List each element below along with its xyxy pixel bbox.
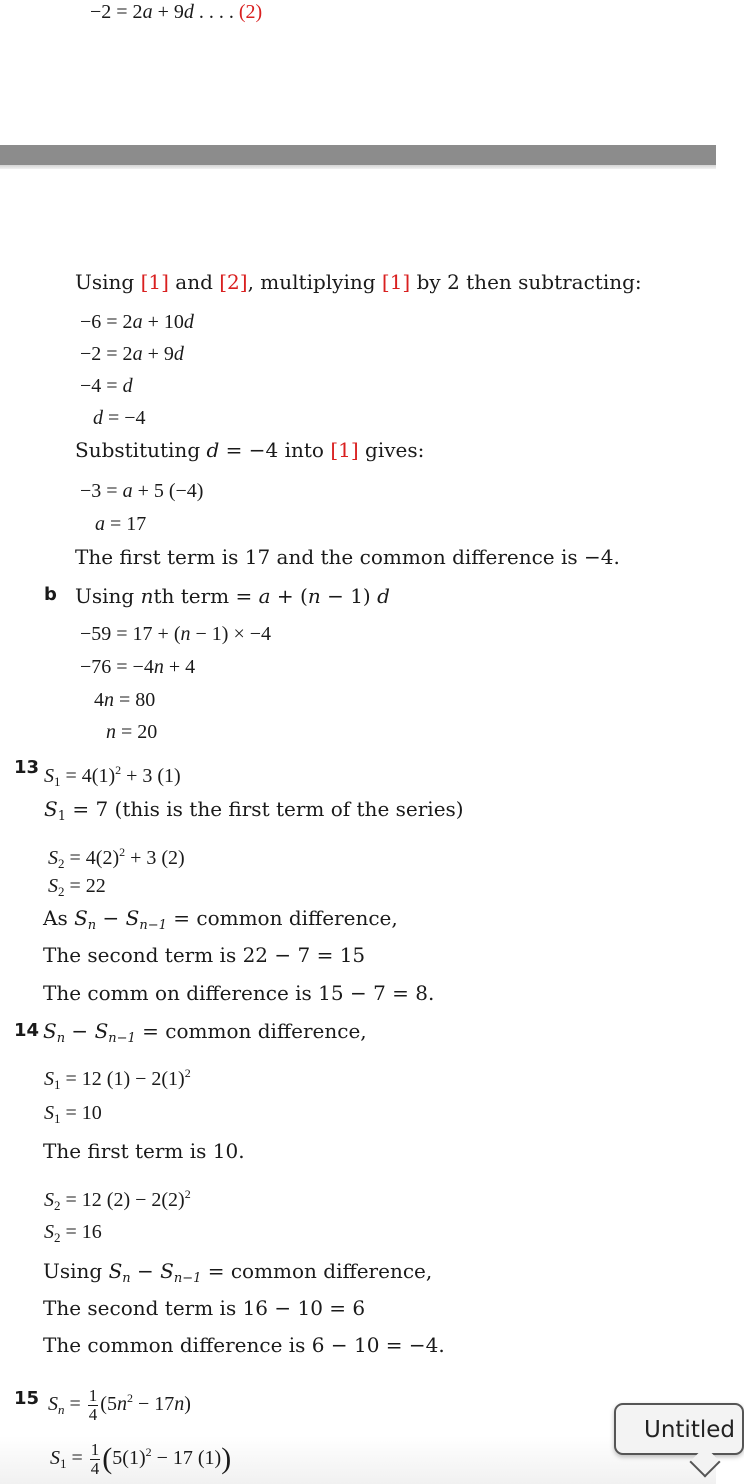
eq-line: a = 17 xyxy=(95,513,147,535)
text-line: $S_1 = 7$ (this is the first term of the series) xyxy=(44,797,464,824)
text-line: The first term is 10. xyxy=(43,1139,245,1163)
text-line: The comm on difference is 15 − 7 = 8. xyxy=(43,981,435,1005)
substituting-line: Substituting d = −4 into [1] gives: xyxy=(75,438,425,462)
eq-line: $S_2 = 12$ $(2) - 2(2)^2$ xyxy=(44,1187,191,1213)
using-line: Using [1] and [2], multiplying [1] by 2 then subtracting: xyxy=(75,270,642,294)
equation-ref-2: (2) xyxy=(238,1,263,23)
question-number-15: 15 xyxy=(14,1388,40,1409)
eq-line: $S_1$ = $\frac{1}{4}$ ($5(1)^2 - 17$ (1)) xyxy=(50,1439,232,1478)
eq-line: −3 = a + 5 (−4) xyxy=(80,480,204,502)
eq-line: −59 = 17 + (n − 1) × −4 xyxy=(80,623,271,645)
nth-term-line: Using nth term = a + (n − 1) d xyxy=(75,584,390,608)
text-line: $S_n - S_{n-1}$ = common difference, xyxy=(43,1019,367,1046)
text-line: The second term is 16 − 10 = 6 xyxy=(43,1296,366,1320)
text-line: As $S_n - S_{n-1}$ = common difference, xyxy=(43,906,398,933)
eq-line: −76 = −4n + 4 xyxy=(80,656,196,678)
fraction: $\frac{1}{4}$ xyxy=(90,1439,100,1478)
eq-line: $S_n$ = $\frac{1}{4}$ $(5n^2 - 17n)$ xyxy=(48,1385,191,1424)
conclusion-line: The first term is 17 and the common difference is −4. xyxy=(75,545,620,569)
equation-2: −2 = 2a + 9d . . . . (2) xyxy=(90,1,263,23)
eq-line: $S_2 = 16$ xyxy=(44,1221,102,1245)
eq-line: $S_2 = 22$ xyxy=(48,875,106,899)
eq-line: $S_1 = 4(1)^2 + 3$ (1) xyxy=(44,763,181,789)
part-label-b: b xyxy=(44,584,57,605)
fraction: $\frac{1}{4}$ xyxy=(88,1385,98,1424)
page-divider xyxy=(0,145,716,169)
eq-line: n = 20 xyxy=(106,721,158,743)
eq-line: $S_2 = 4(2)^2 + 3$ (2) xyxy=(48,845,185,871)
question-number-13: 13 xyxy=(14,757,40,778)
eq-line: −2 = 2a + 9d xyxy=(80,343,184,365)
eq-line: 4n = 80 xyxy=(94,689,156,711)
tab-label: Untitled xyxy=(644,1417,735,1443)
text-line: The common difference is 6 − 10 = −4. xyxy=(43,1333,445,1357)
eq-line: −6 = 2a + 10d xyxy=(80,311,194,333)
eq-line: d = −4 xyxy=(93,407,146,429)
eq-line: $S_1 = 12$ $(1) - 2(1)^2$ xyxy=(44,1066,191,1092)
eq-line: −4 = d xyxy=(80,375,133,397)
text-line: The second term is 22 − 7 = 15 xyxy=(43,943,366,967)
eq-line: $S_1 = 10$ xyxy=(44,1102,102,1126)
question-number-14: 14 xyxy=(14,1020,40,1041)
untitled-tab-button[interactable] xyxy=(614,1403,744,1455)
text-line: Using $S_n - S_{n-1}$ = common difference, xyxy=(43,1259,433,1286)
